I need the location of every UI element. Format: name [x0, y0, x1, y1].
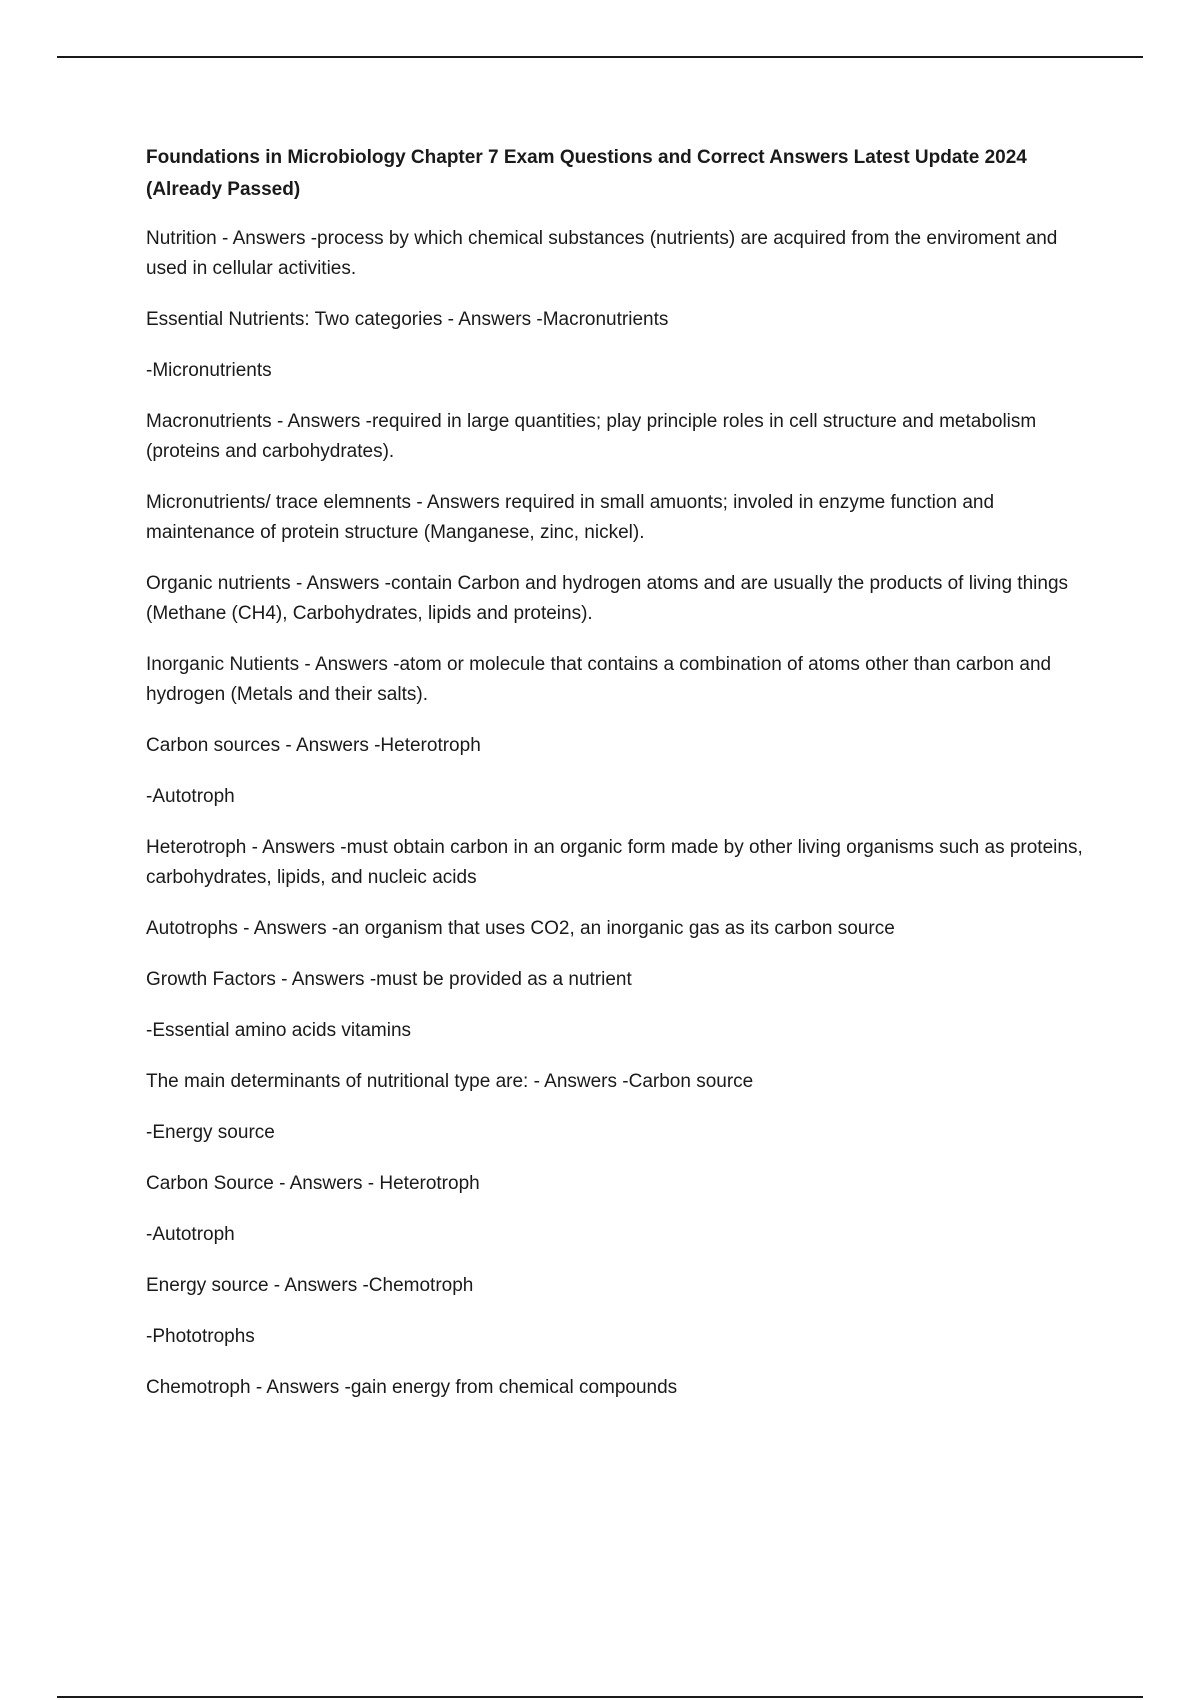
top-rule [57, 56, 1143, 58]
qa-entry: Chemotroph - Answers -gain energy from chemical compounds [146, 1377, 678, 1398]
document-title: Foundations in Microbiology Chapter 7 Exam Questions and Correct Answers Latest Update 2024 (Already Passed) [146, 147, 1027, 200]
qa-entry: -Autotroph [146, 786, 235, 807]
qa-entry: -Energy source [146, 1122, 275, 1143]
qa-entry: -Essential amino acids vitamins [146, 1020, 412, 1041]
qa-entry: Organic nutrients - Answers -contain Carbon and hydrogen atoms and are usually the products of living things (Methane (CH4), Carbohydrates, lipids and proteins). [146, 573, 1074, 624]
qa-entry: Nutrition - Answers -process by which chemical substances (nutrients) are acquired from the enviroment and used in cellular activities. [146, 228, 1063, 279]
qa-entry: -Phototrophs [146, 1326, 255, 1347]
qa-entry: Energy source - Answers -Chemotroph [146, 1275, 474, 1296]
qa-entry: Macronutrients - Answers -required in large quantities; play principle roles in cell structure and metabolism (proteins and carbohydrates). [146, 411, 1042, 462]
qa-entry: Carbon sources - Answers -Heterotroph [146, 735, 481, 756]
bottom-rule [57, 1696, 1143, 1698]
qa-entry: Micronutrients/ trace elemnents - Answers required in small amuonts; involed in enzyme function and maintenance of protein structure (Manganese, zinc, nickel). [146, 492, 1000, 543]
document-body [146, 142, 1096, 1424]
qa-entry: Carbon Source - Answers - Heterotroph [146, 1173, 480, 1194]
qa-entry: Inorganic Nutients - Answers -atom or molecule that contains a combination of atoms other than carbon and hydrogen (Metals and their salts). [146, 654, 1057, 705]
qa-entry: The main determinants of nutritional type are: - Answers -Carbon source [146, 1071, 754, 1092]
qa-entry: -Micronutrients [146, 360, 272, 381]
qa-entry: Heterotroph - Answers -must obtain carbon in an organic form made by other living organisms such as proteins, carbohydrates, lipids, and nucleic acids [146, 837, 1089, 888]
qa-entry: Essential Nutrients: Two categories - Answers -Macronutrients [146, 309, 669, 330]
qa-entry: Growth Factors - Answers -must be provided as a nutrient [146, 969, 632, 990]
qa-entry: Autotrophs - Answers -an organism that uses CO2, an inorganic gas as its carbon source [146, 918, 895, 939]
qa-entry-list [146, 224, 1096, 1403]
qa-entry: -Autotroph [146, 1224, 235, 1245]
